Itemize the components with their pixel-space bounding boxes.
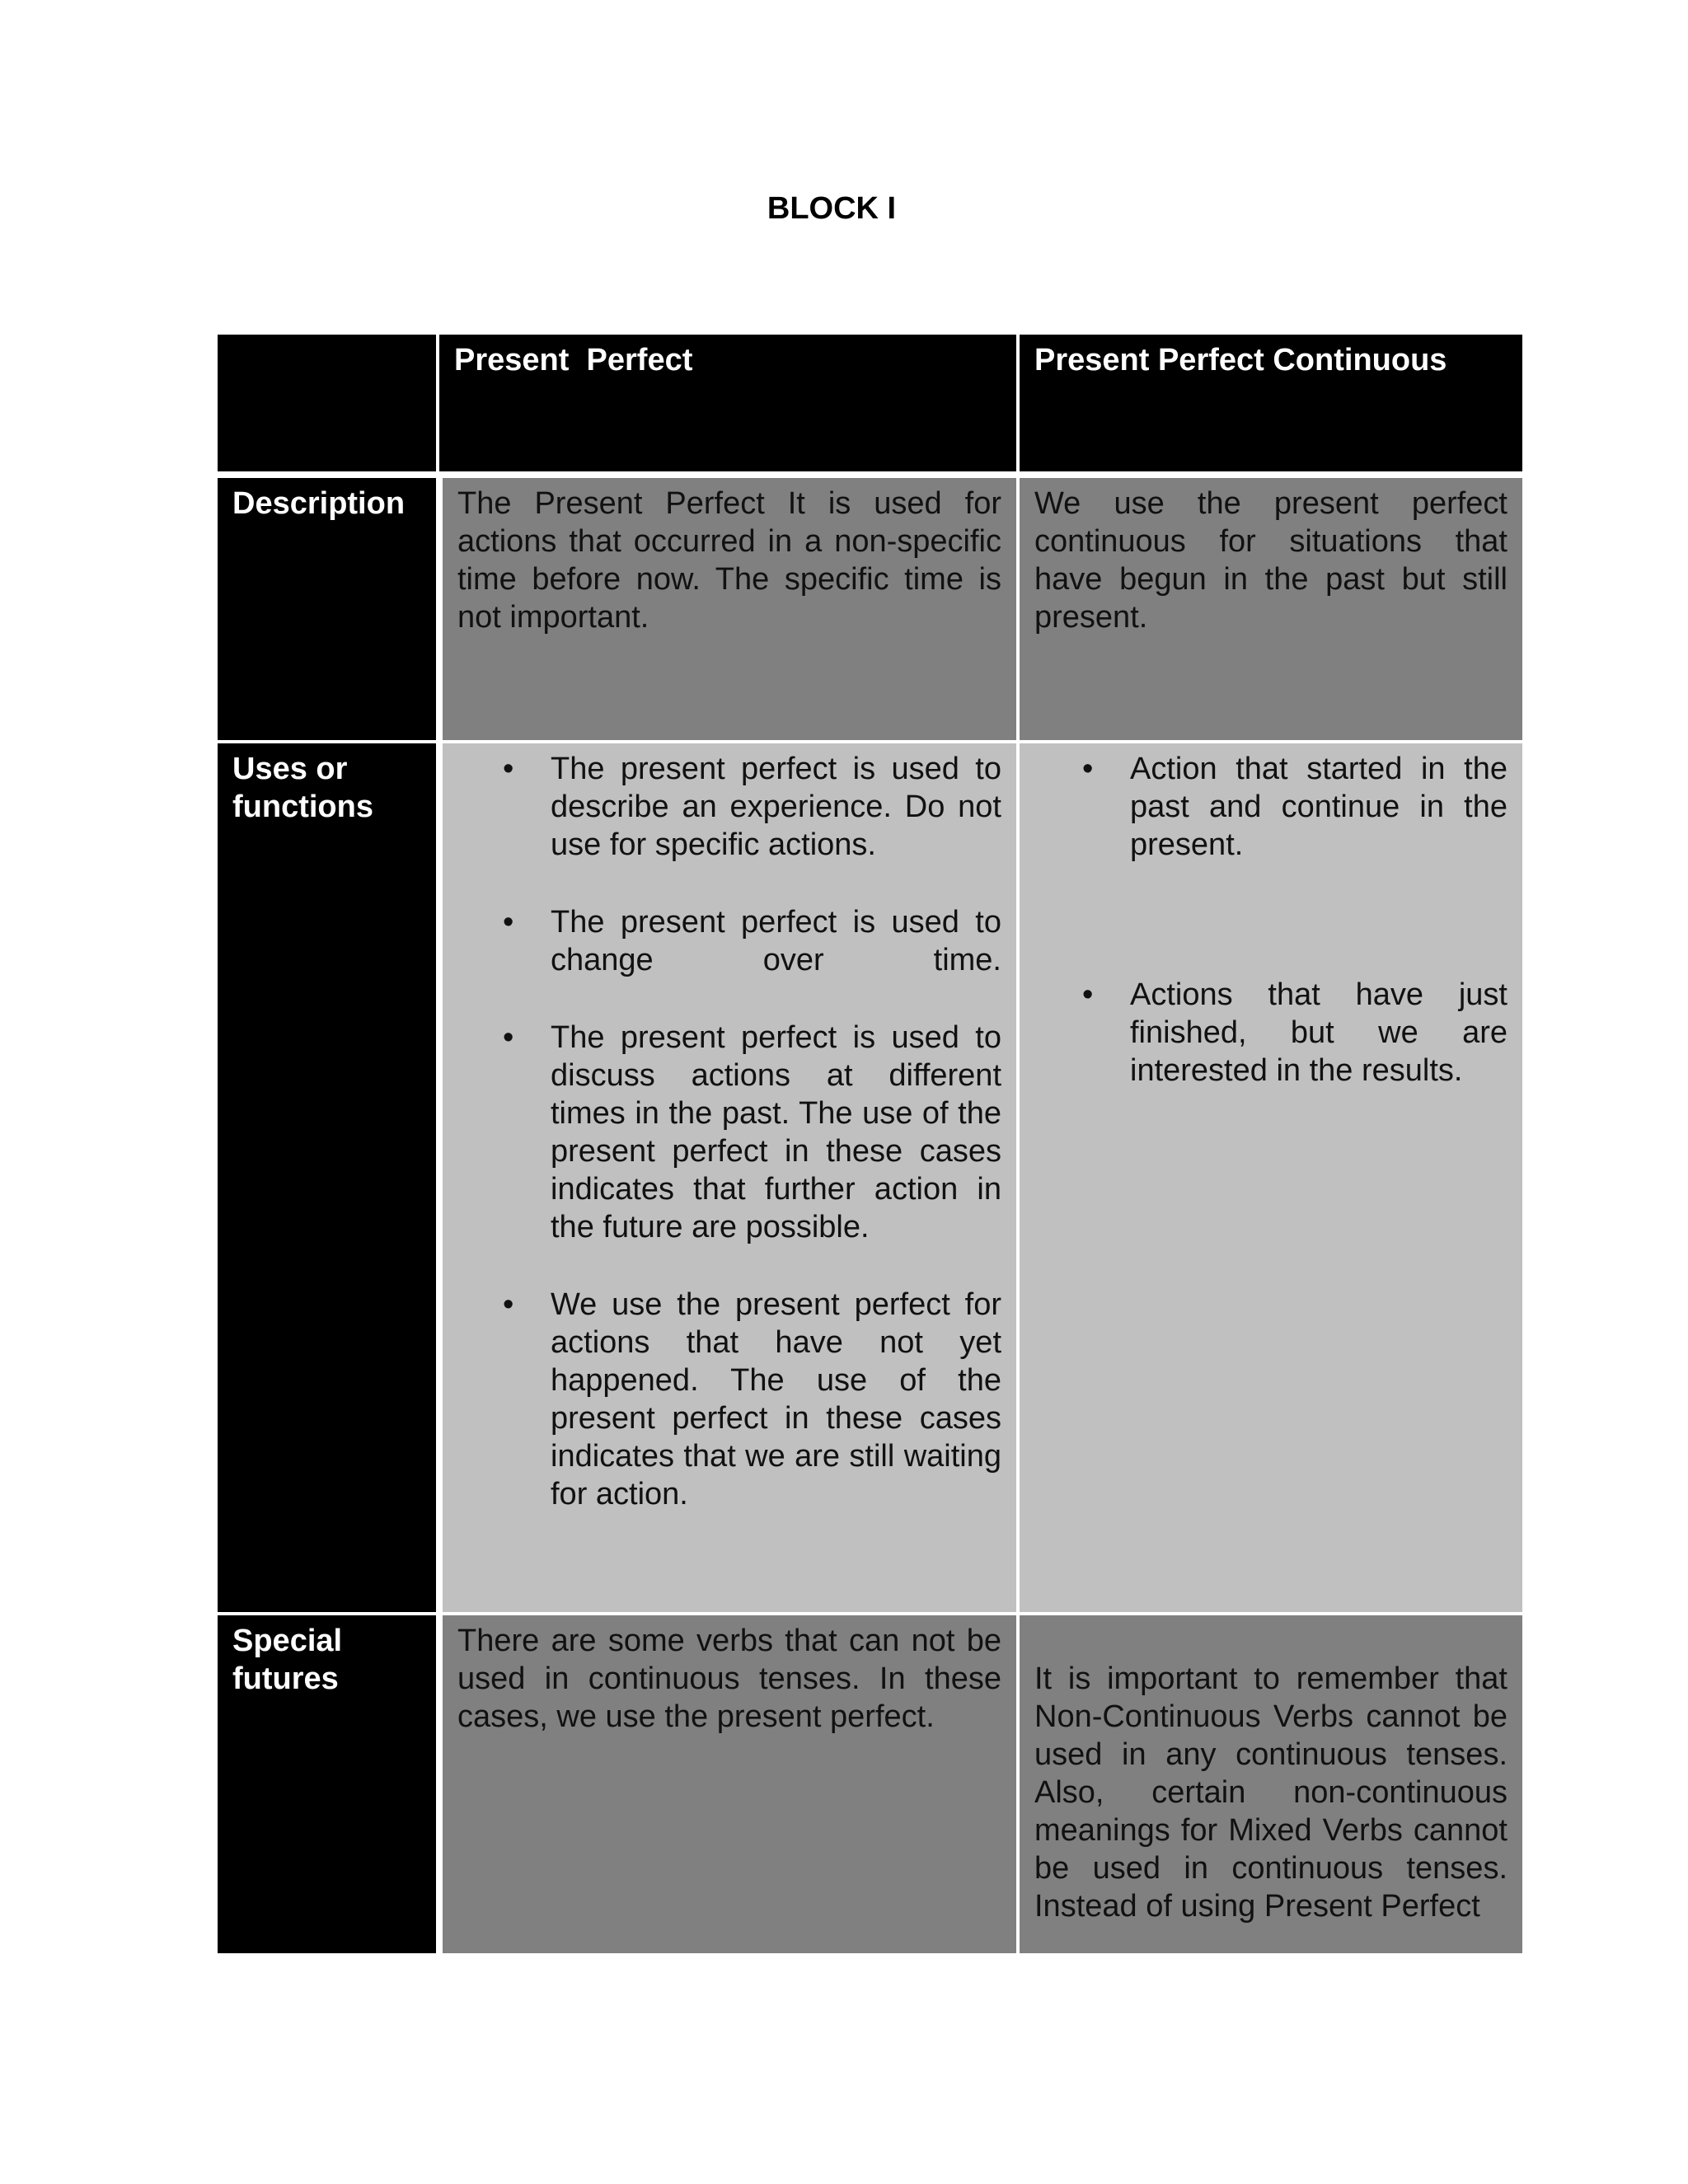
list-item-text: The present perfect is used to discuss actions at different times in the past. The use of the present perfect in these cases indicates that further action in the future are possible.	[551, 1020, 1001, 1244]
special-present-perfect-continuous	[1020, 1615, 1522, 1953]
page-title: BLOCK I	[767, 191, 897, 226]
row-label-description-text: Description	[232, 486, 406, 521]
description-present-perfect-continuous	[1020, 478, 1522, 740]
bullet-icon: •	[503, 905, 514, 940]
header-present-perfect	[439, 335, 1016, 471]
special-present-perfect-continuous-text: It is important to remember that Non-Continuous Verbs cannot be used in any continuous tenses. Also, certain non-continuous meanings for Mixed Verbs cannot be used in continuous tenses. Instead of using Present Perfect	[1034, 1661, 1507, 1924]
uses-present-perfect	[443, 743, 1016, 1612]
header-present-perfect-continuous	[1020, 335, 1522, 471]
bullet-icon: •	[1082, 977, 1094, 1012]
list-item-text: The present perfect is used to describe an experience. Do not use for specific actions.	[551, 752, 1001, 862]
row-label-uses	[218, 743, 436, 1612]
uses-present-perfect-continuous-list	[1082, 750, 1507, 1090]
row-label-special-futures	[218, 1615, 436, 1953]
list-item	[503, 750, 1001, 864]
bullet-icon: •	[503, 1287, 514, 1322]
row-label-uses-text: Uses or functions	[232, 752, 373, 824]
list-item	[503, 1286, 1001, 1513]
bullet-icon: •	[503, 752, 514, 786]
row-label-description	[218, 478, 436, 740]
uses-present-perfect-continuous	[1020, 743, 1522, 1612]
header-present-perfect-continuous-label: Present Perfect Continuous	[1034, 343, 1447, 377]
list-item-text: We use the present perfect for actions that have not yet happened. The use of the present perfect in these cases indicates that we are still waiting for action.	[551, 1287, 1001, 1511]
list-item	[503, 903, 1001, 979]
header-empty-cell	[218, 335, 436, 471]
row-label-special-futures-text: Special futures	[232, 1624, 343, 1696]
bullet-icon: •	[1082, 752, 1094, 786]
description-present-perfect	[443, 478, 1016, 740]
list-item	[1082, 976, 1507, 1090]
list-item	[1082, 750, 1507, 864]
bullet-icon: •	[503, 1020, 514, 1055]
list-item-text: The present perfect is used to change over time.	[551, 905, 1001, 977]
list-item-text: Actions that have just finished, but we are interested in the results.	[1130, 977, 1507, 1088]
description-present-perfect-continuous-text: We use the present perfect continuous for situations that have begun in the past but still present.	[1034, 486, 1507, 635]
list-item	[503, 1019, 1001, 1246]
description-present-perfect-text: The Present Perfect It is used for actions that occurred in a non-specific time before now. The specific time is not important.	[457, 486, 1001, 635]
special-present-perfect-text: There are some verbs that can not be used in continuous tenses. In these cases, we use the present perfect.	[457, 1624, 1001, 1734]
special-present-perfect	[443, 1615, 1016, 1953]
uses-present-perfect-list	[503, 750, 1001, 1513]
header-present-perfect-label: Present Perfect	[454, 343, 693, 377]
list-item-text: Action that started in the past and continue in the present.	[1130, 752, 1507, 862]
